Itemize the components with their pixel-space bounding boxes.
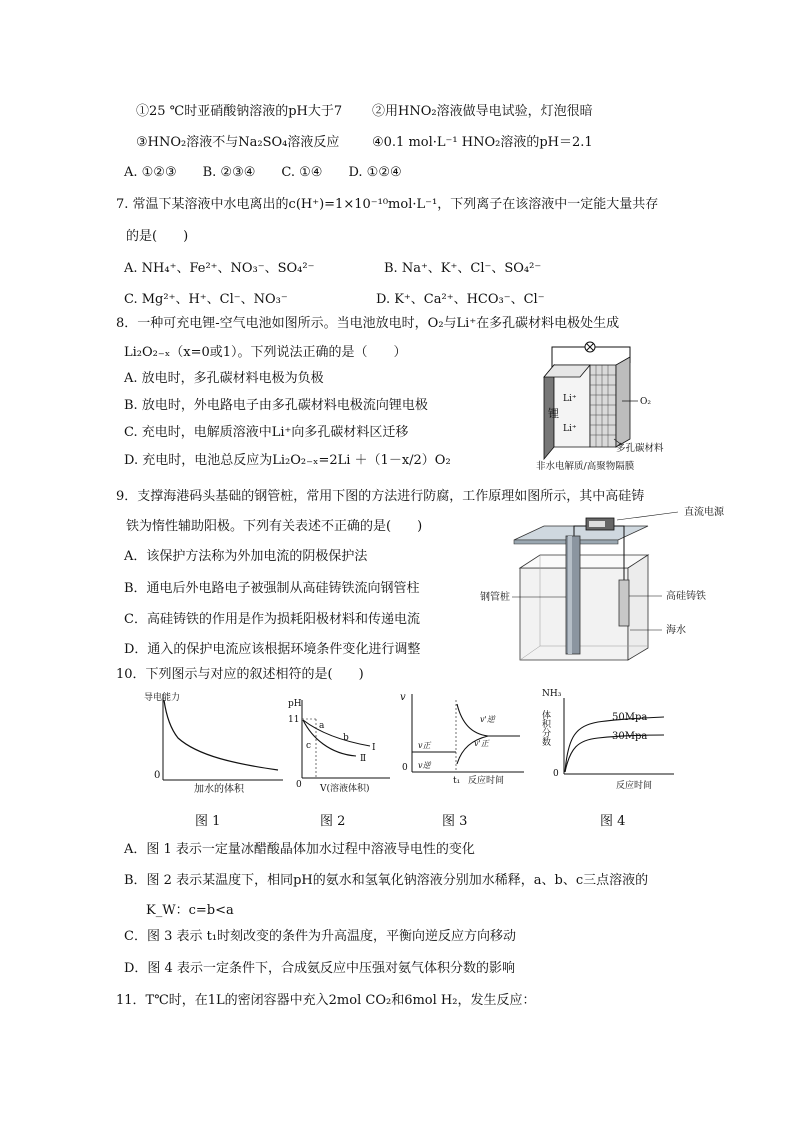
q7-option-b: B. Na⁺、K⁺、Cl⁻、SO₄²⁻ bbox=[384, 261, 542, 276]
svg-text:v正: v正 bbox=[418, 741, 431, 750]
q7-stem: 7. 常温下某溶液中水电离出的c(H⁺)=1×10⁻¹⁰mol·L⁻¹，下列离子在该溶液中一定能大量共存 bbox=[116, 197, 659, 212]
figure-2-caption: 图 2 bbox=[320, 814, 346, 829]
porous-carbon-electrode bbox=[590, 365, 616, 447]
q6-statement-3: ③HNO₂溶液不与Na₂SO₄溶液反应 bbox=[136, 135, 340, 150]
q6-statement-1: ①25 ℃时亚硝酸钠溶液的pH大于7 bbox=[136, 104, 343, 119]
svg-text:海水: 海水 bbox=[666, 625, 686, 636]
q8-stem-cont: Li₂O₂₋ₓ（x=0或1）。下列说法正确的是（ ） bbox=[124, 345, 407, 360]
q10-figure-4 bbox=[540, 684, 680, 796]
q9-option-b: B．通电后外电路电子被强制从高硅铸铁流向钢管柱 bbox=[124, 581, 420, 596]
svg-text:反应时间: 反应时间 bbox=[468, 776, 505, 786]
dock-platform bbox=[514, 526, 648, 540]
q8-option-c: C. 充电时，电解质溶液中Li⁺向多孔碳材料区迁移 bbox=[124, 425, 409, 440]
svg-text:v'正: v'正 bbox=[474, 739, 489, 748]
svg-text:v: v bbox=[400, 692, 406, 703]
svg-text:0: 0 bbox=[154, 770, 161, 781]
q10-stem: 10．下列图示与对应的叙述相符的是( ) bbox=[116, 667, 364, 682]
svg-text:O₂: O₂ bbox=[640, 397, 651, 407]
svg-text:0: 0 bbox=[553, 769, 559, 779]
svg-text:多孔碳材料: 多孔碳材料 bbox=[616, 443, 664, 454]
svg-text:v逆: v逆 bbox=[418, 761, 431, 770]
cathodic-protection-figure bbox=[478, 500, 748, 670]
svg-text:a: a bbox=[319, 721, 325, 731]
svg-text:NH₃: NH₃ bbox=[542, 689, 562, 699]
q10-figure-2 bbox=[286, 688, 406, 798]
q7-option-a: A. NH₄⁺、Fe²⁺、NO₃⁻、SO₄²⁻ bbox=[124, 261, 315, 276]
q11-stem: 11．T℃时，在1L的密闭容器中充入2mol CO₂和6mol H₂，发生反应： bbox=[116, 993, 536, 1008]
q7-option-c: C. Mg²⁺、H⁺、Cl⁻、NO₃⁻ bbox=[124, 292, 288, 307]
figure-1-caption: 图 1 bbox=[195, 814, 221, 829]
svg-text:钢管桩: 钢管桩 bbox=[480, 592, 510, 603]
svg-text:0: 0 bbox=[402, 763, 408, 773]
svg-text:Li⁺: Li⁺ bbox=[563, 394, 577, 404]
q8-stem: 8．一种可充电锂-空气电池如图所示。当电池放电时，O₂与Li⁺在多孔碳材料电极处生成 bbox=[116, 316, 620, 331]
q6-statement-2: ②用HNO₂溶液做导电试验，灯泡很暗 bbox=[372, 104, 593, 119]
svg-text:v'逆: v'逆 bbox=[480, 715, 495, 724]
q9-stem: 9．支撑海港码头基础的钢管桩，常用下图的方法进行防腐，工作原理如图所示，其中高硅铸 bbox=[116, 489, 645, 504]
svg-text:11: 11 bbox=[288, 715, 300, 725]
q10-option-d: D．图 4 表示一定条件下，合成氨反应中压强对氨气体积分数的影响 bbox=[124, 961, 515, 976]
q6-statement-4: ④0.1 mol·L⁻¹ HNO₂溶液的pH＝2.1 bbox=[372, 135, 593, 150]
q7-stem-cont: 的是( ) bbox=[126, 229, 189, 244]
svg-text:c: c bbox=[306, 741, 312, 751]
q8-option-d: D. 充电时，电池总反应为Li₂O₂₋ₓ=2Li ＋（1－x/2）O₂ bbox=[124, 453, 451, 468]
curve-i bbox=[303, 720, 370, 746]
figure-3-caption: 图 3 bbox=[442, 814, 468, 829]
q8-option-b: B. 放电时，外电路电子由多孔碳材料电极流向锂电极 bbox=[124, 398, 428, 413]
conductivity-curve bbox=[164, 700, 278, 770]
svg-text:30Mpa: 30Mpa bbox=[612, 731, 648, 742]
q9-option-d: D．通入的保护电流应该根据环境条件变化进行调整 bbox=[124, 642, 421, 657]
q10-figure-1 bbox=[136, 684, 286, 796]
svg-text:体积分数: 体积分数 bbox=[540, 710, 550, 746]
q7-option-d: D. K⁺、Ca²⁺、HCO₃⁻、Cl⁻ bbox=[376, 292, 545, 307]
svg-text:Ⅱ: Ⅱ bbox=[360, 754, 367, 764]
svg-text:导电能力: 导电能力 bbox=[144, 693, 181, 703]
high-silicon-iron-anode bbox=[619, 580, 629, 626]
q10-figure-3 bbox=[396, 688, 536, 798]
svg-text:锂: 锂 bbox=[548, 407, 559, 420]
q10-option-b: B．图 2 表示某温度下，相同pH的氨水和氢氧化钠溶液分别加水稀释，a、b、c三点溶液的 bbox=[124, 873, 649, 888]
svg-text:Ⅰ: Ⅰ bbox=[372, 743, 376, 753]
q8-option-a: A. 放电时，多孔碳材料电极为负极 bbox=[124, 371, 324, 386]
svg-text:Li⁺: Li⁺ bbox=[563, 424, 577, 434]
svg-text:0: 0 bbox=[296, 780, 302, 790]
q10-option-c: C．图 3 表示 t₁时刻改变的条件为升高温度，平衡向逆反应方向移动 bbox=[124, 929, 517, 944]
svg-text:b: b bbox=[343, 733, 349, 743]
svg-text:非水电解质/高聚物隔膜: 非水电解质/高聚物隔膜 bbox=[536, 461, 635, 472]
svg-text:直流电源: 直流电源 bbox=[684, 507, 724, 518]
q10-option-a: A．图 1 表示一定量冰醋酸晶体加水过程中溶液导电性的变化 bbox=[124, 842, 475, 857]
lithium-air-battery-figure bbox=[530, 335, 680, 475]
q10-option-b-cont: K_W：c=b<a bbox=[146, 903, 234, 918]
q9-option-c: C．高硅铸铁的作用是作为损耗阳极材料和传递电流 bbox=[124, 612, 420, 627]
q9-stem-cont: 铁为惰性辅助阳极。下列有关表述不正确的是( ) bbox=[126, 519, 423, 534]
svg-text:t₁: t₁ bbox=[453, 776, 461, 786]
svg-text:50Mpa: 50Mpa bbox=[612, 712, 648, 723]
svg-text:pH: pH bbox=[288, 699, 302, 709]
q9-option-a: A．该保护方法称为外加电流的阴极保护法 bbox=[124, 549, 368, 564]
curve-50mpa bbox=[565, 717, 664, 772]
svg-text:V(溶液体积): V(溶液体积) bbox=[320, 784, 370, 794]
svg-text:高硅铸铁: 高硅铸铁 bbox=[666, 591, 706, 602]
svg-text:反应时间: 反应时间 bbox=[616, 781, 653, 791]
svg-text:加水的体积: 加水的体积 bbox=[194, 784, 244, 795]
q6-options: A. ①②③ B. ②③④ C. ①④ D. ①②④ bbox=[124, 165, 402, 180]
figure-4-caption: 图 4 bbox=[600, 814, 626, 829]
